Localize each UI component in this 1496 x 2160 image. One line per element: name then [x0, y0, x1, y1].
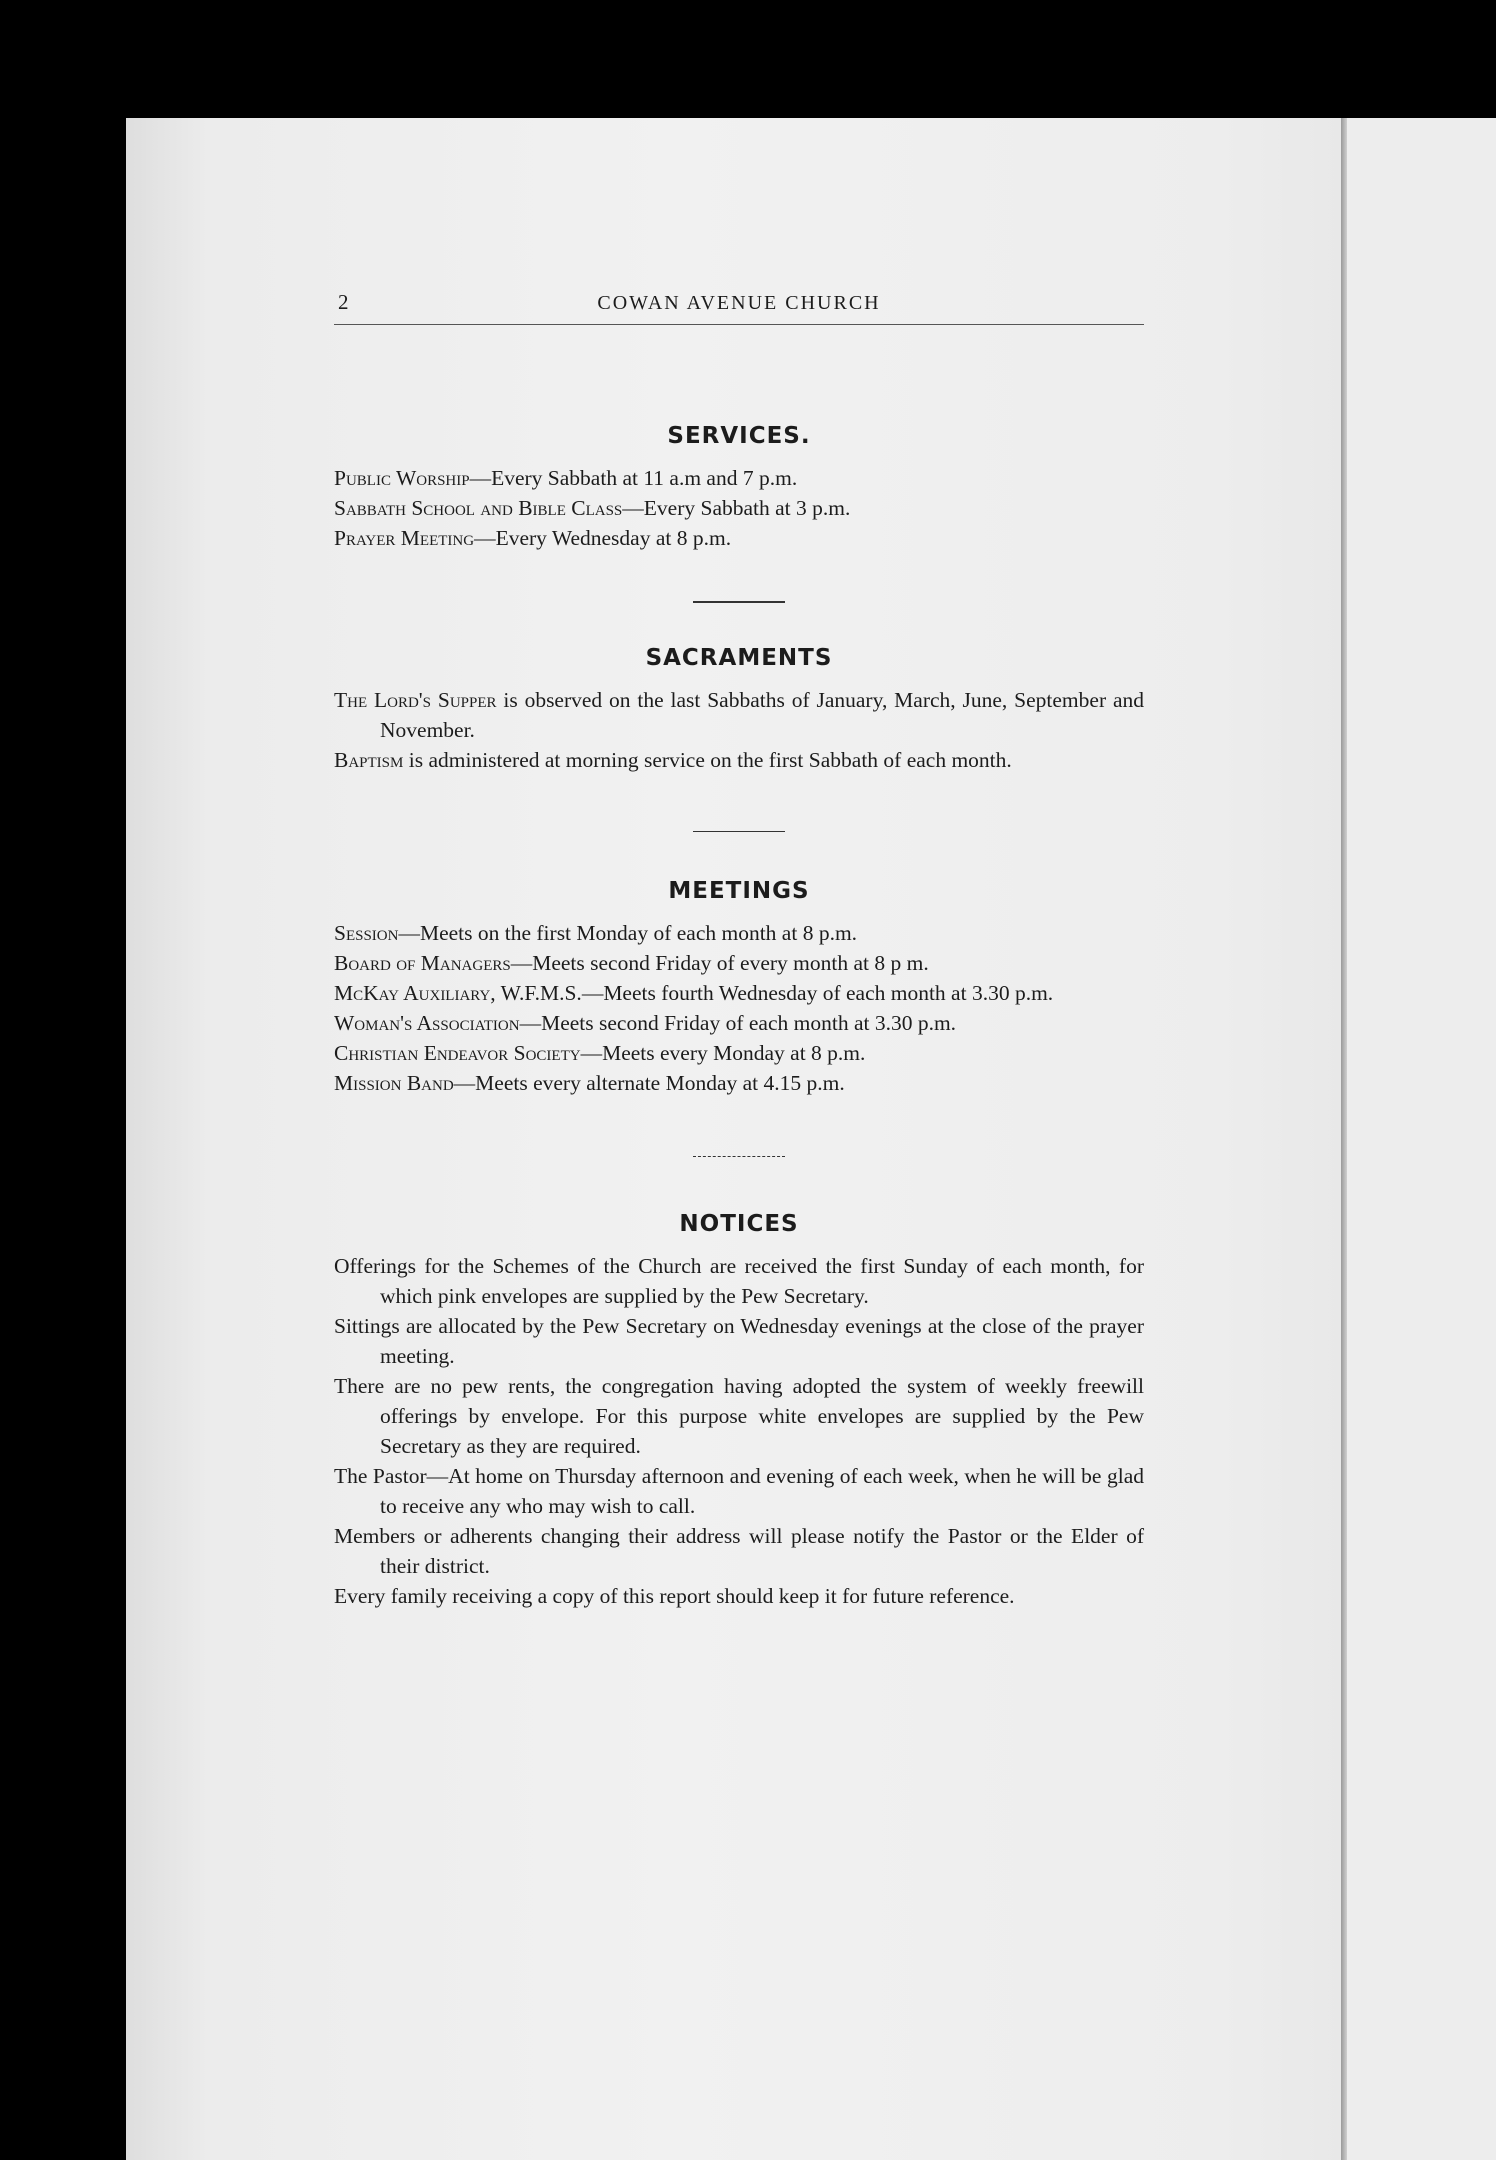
entry-label: Board of Managers: [334, 951, 511, 975]
entry-label: Woman's Association: [334, 1011, 520, 1035]
running-header: [334, 290, 1144, 325]
entry-label: Christian Endeavor Society: [334, 1041, 581, 1065]
notice-entry: Members or adherents changing their address will please notify the Pastor or the Elder of their district.: [334, 1524, 1144, 1578]
sacraments-list: [334, 685, 1144, 775]
meeting-entry: [334, 1038, 1144, 1068]
entry-label: Session: [334, 921, 399, 945]
service-entry: [334, 493, 1144, 523]
entry-label: The Lord's Supper: [334, 687, 497, 712]
entry-label: Mission Band: [334, 1071, 454, 1095]
service-entry: [334, 523, 1144, 553]
entry-text: is administered at morning service on the first Sabbath of each month.: [403, 747, 1012, 772]
entry-label: Prayer Meeting: [334, 526, 475, 550]
entry-label: Baptism: [334, 747, 404, 772]
page-content: [334, 290, 1144, 1611]
meeting-entry: [334, 918, 1144, 948]
sacrament-entry: [334, 685, 1144, 745]
notice-entry: Offerings for the Schemes of the Church are received the first Sunday of each month, for which pink envelopes are supplied by the Pew Secretary.: [334, 1254, 1144, 1308]
meetings-heading: MEETINGS: [668, 878, 810, 904]
notice-entry: Every family receiving a copy of this report should keep it for future reference.: [334, 1584, 1015, 1608]
meeting-entry: [334, 948, 1144, 978]
entry-label: Sabbath School and Bible Class: [334, 496, 623, 520]
meeting-entry: [334, 1008, 1144, 1038]
services-heading: SERVICES.: [667, 423, 811, 449]
section-divider: [693, 831, 785, 833]
entry-text: —Meets second Friday of every month at 8 p m.: [510, 951, 929, 975]
meetings-list: [334, 918, 1144, 1098]
entry-text: —Every Sabbath at 11 a.m and 7 p.m.: [469, 466, 798, 490]
sacraments-heading: SACRAMENTS: [645, 644, 833, 671]
entry-text: —Meets second Friday of each month at 3.30 p.m.: [519, 1011, 957, 1035]
entry-text: —Meets every alternate Monday at 4.15 p.m.: [453, 1071, 845, 1095]
meeting-entry: [334, 978, 1144, 1008]
section-divider: [693, 601, 785, 603]
services-list: [334, 463, 1144, 553]
entry-text: —Every Sabbath at 3 p.m.: [622, 496, 851, 520]
notice-entry: There are no pew rents, the congregation having adopted the system of weekly freewill offerings by envelope. For this purpose white envelopes are supplied by the Pew Secretary as they are required.: [334, 1374, 1144, 1458]
entry-label: Public Worship: [334, 466, 470, 490]
notices-list: [334, 1251, 1144, 1611]
sacrament-entry: [334, 745, 1144, 775]
section-divider: [693, 1156, 785, 1157]
entry-text: is observed on the last Sabbaths of January, March, June, September and November.: [380, 687, 1145, 742]
meeting-entry: [334, 1068, 1144, 1098]
page-number: 2: [338, 290, 349, 314]
notices-heading: NOTICES: [679, 1211, 799, 1237]
notice-entry: The Pastor—At home on Thursday afternoon and evening of each week, when he will be glad to receive any who may wish to call.: [334, 1464, 1144, 1518]
entry-text: —Every Wednesday at 8 p.m.: [474, 526, 732, 550]
running-title: COWAN AVENUE CHURCH: [597, 292, 881, 314]
service-entry: [334, 463, 1144, 493]
entry-text: —Meets on the first Monday of each month at 8 p.m.: [398, 921, 858, 945]
entry-label: McKay Auxiliary, W.F.M.S.: [334, 981, 582, 1005]
entry-text: —Meets every Monday at 8 p.m.: [580, 1041, 866, 1065]
entry-text: —Meets fourth Wednesday of each month at 3.30 p.m.: [581, 981, 1054, 1005]
notice-entry: Sittings are allocated by the Pew Secretary on Wednesday evenings at the close of the prayer meeting.: [334, 1314, 1144, 1368]
adjacent-page-edge: [1347, 118, 1496, 2160]
